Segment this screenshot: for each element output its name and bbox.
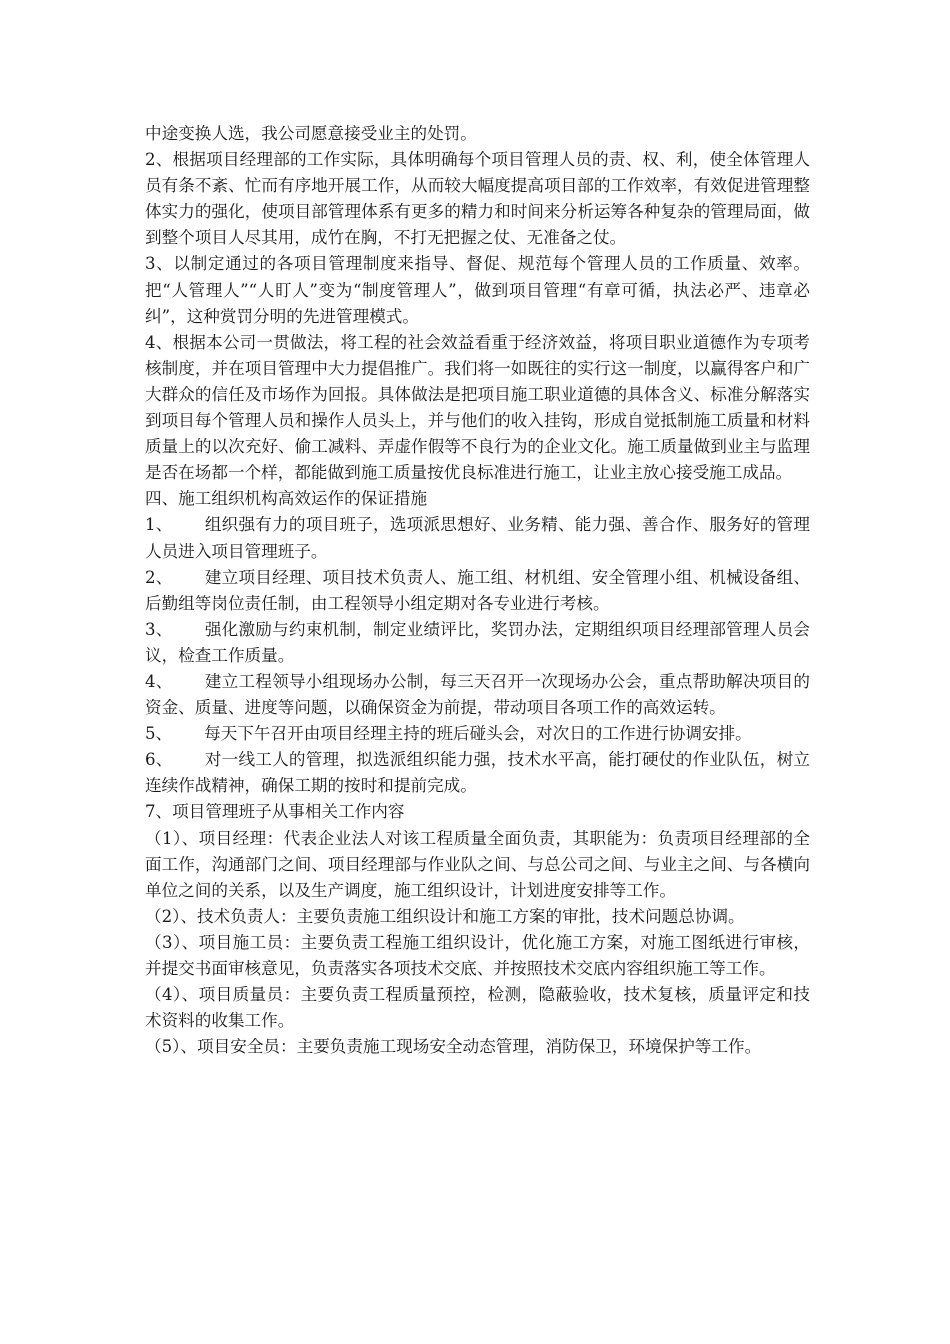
- paragraph-item-2: 2、根据项目经理部的工作实际，具体明确每个项目管理人员的责、权、利，使全体管理人员有条不紊、忙而有序地开展工作，从而较大幅度提高项目部的工作效率，有效促进管理整体实力的强化，使项目部管理体系有更多的精力和时间来分析运筹各种复杂的管理局面，做到整个项目人尽其用，成竹在胸，不打无把握之仗、无准备之仗。: [145, 150, 810, 248]
- measure-text: 建立工程领导小组现场办公制，每三天召开一次现场办公会，重点帮助解决项目的资金、质量、进度等问题，以确保资金为前提，带动项目各项工作的高效运转。: [145, 671, 811, 718]
- measure-item: [145, 721, 810, 747]
- measure-text: 强化激励与约束机制，制定业绩评比，奖罚办法，定期组织项目经理部管理人员会议，检查工作质量。: [145, 619, 811, 665]
- section-heading-4: 四、施工组织机构高效运作的保证措施: [145, 489, 428, 509]
- measure-number: 4、: [145, 671, 173, 691]
- measure-item: [145, 669, 810, 721]
- measure-item: [145, 565, 810, 617]
- role-quality-officer: （4）、项目质量员：主要负责工程质量预控，检测，隐蔽验收，技术复核，质量评定和技术资料的收集工作。: [145, 985, 810, 1031]
- measure-item: [145, 747, 810, 799]
- role-construction-officer: （3）、项目施工员：主要负责工程施工组织设计，优化施工方案，对施工图纸进行审核，并提交书面审核意见，负责落实各项技术交底、并按照技术交底内容组织施工等工作。: [145, 932, 810, 978]
- section-7-title: 7、项目管理班子从事相关工作内容: [145, 802, 405, 822]
- measure-number: 5、: [145, 724, 173, 744]
- role-technical-lead: （2）、技术负责人：主要负责施工组织设计和施工方案的审批，技术问题总协调。: [145, 906, 745, 926]
- measure-number: 1、: [145, 515, 173, 535]
- role-project-manager: （1）、项目经理：代表企业法人对该工程质量全面负责，其职能为：负责项目经理部的全面工作，沟通部门之间、项目经理部与作业队之间、与总公司之间、与业主之间、与各横向单位之间的关系，以及生产调度，施工组织设计，计划进度安排等工作。: [145, 828, 810, 900]
- measure-text: 建立项目经理、项目技术负责人、施工组、材机组、安全管理小组、机械设备组、后勤组等岗位责任制，由工程领导小组定期对各专业进行考核。: [145, 567, 811, 613]
- paragraph-item-4: 4、根据本公司一贯做法，将工程的社会效益看重于经济效益，将项目职业道德作为专项考核制度，并在项目管理中大力提倡推广。我们将一如既往的实行这一制度，以赢得客户和广大群众的信任及市场作为回报。具体做法是把项目施工职业道德的具体含义、标准分解落实到项目每个管理人员和操作人员头上，并与他们的收入挂钩，形成自觉抵制施工质量和材料质量上的以次充好、偷工减料、弄虚作假等不良行为的企业文化。施工质量做到业主与监理是否在场都一个样，都能做到施工质量按优良标准进行施工，让业主放心接受施工成品。: [145, 332, 810, 483]
- measure-item: [145, 617, 810, 669]
- measure-item: [145, 512, 810, 564]
- measure-number: 2、: [145, 567, 173, 587]
- measure-text: 对一线工人的管理，拟选派组织能力强，技术水平高，能打硬仗的作业队伍，树立连续作战精神，确保工期的按时和提前完成。: [145, 750, 811, 796]
- role-safety-officer: （5）、项目安全员：主要负责施工现场安全动态管理，消防保卫，环境保护等工作。: [145, 1037, 762, 1057]
- measure-number: 3、: [145, 619, 173, 639]
- document-body: [145, 121, 810, 1060]
- paragraph-intro: 中途变换人选，我公司愿意接受业主的处罚。: [145, 124, 477, 143]
- measure-text: 每天下午召开由项目经理主持的班后碰头会，对次日的工作进行协调安排。: [204, 724, 752, 744]
- measure-text: 组织强有力的项目班子，选项派思想好、业务精、能力强、善合作、服务好的管理人员进入项目管理班子。: [145, 515, 811, 561]
- measure-number: 6、: [145, 750, 173, 770]
- paragraph-item-3: 3、以制定通过的各项目管理制度来指导、督促、规范每个管理人员的工作质量、效率。把“人管理人”“人盯人”变为“制度管理人”，做到项目管理“有章可循，执法必严、违章必纠”，这种赏罚分明的先进管理模式。: [145, 254, 810, 326]
